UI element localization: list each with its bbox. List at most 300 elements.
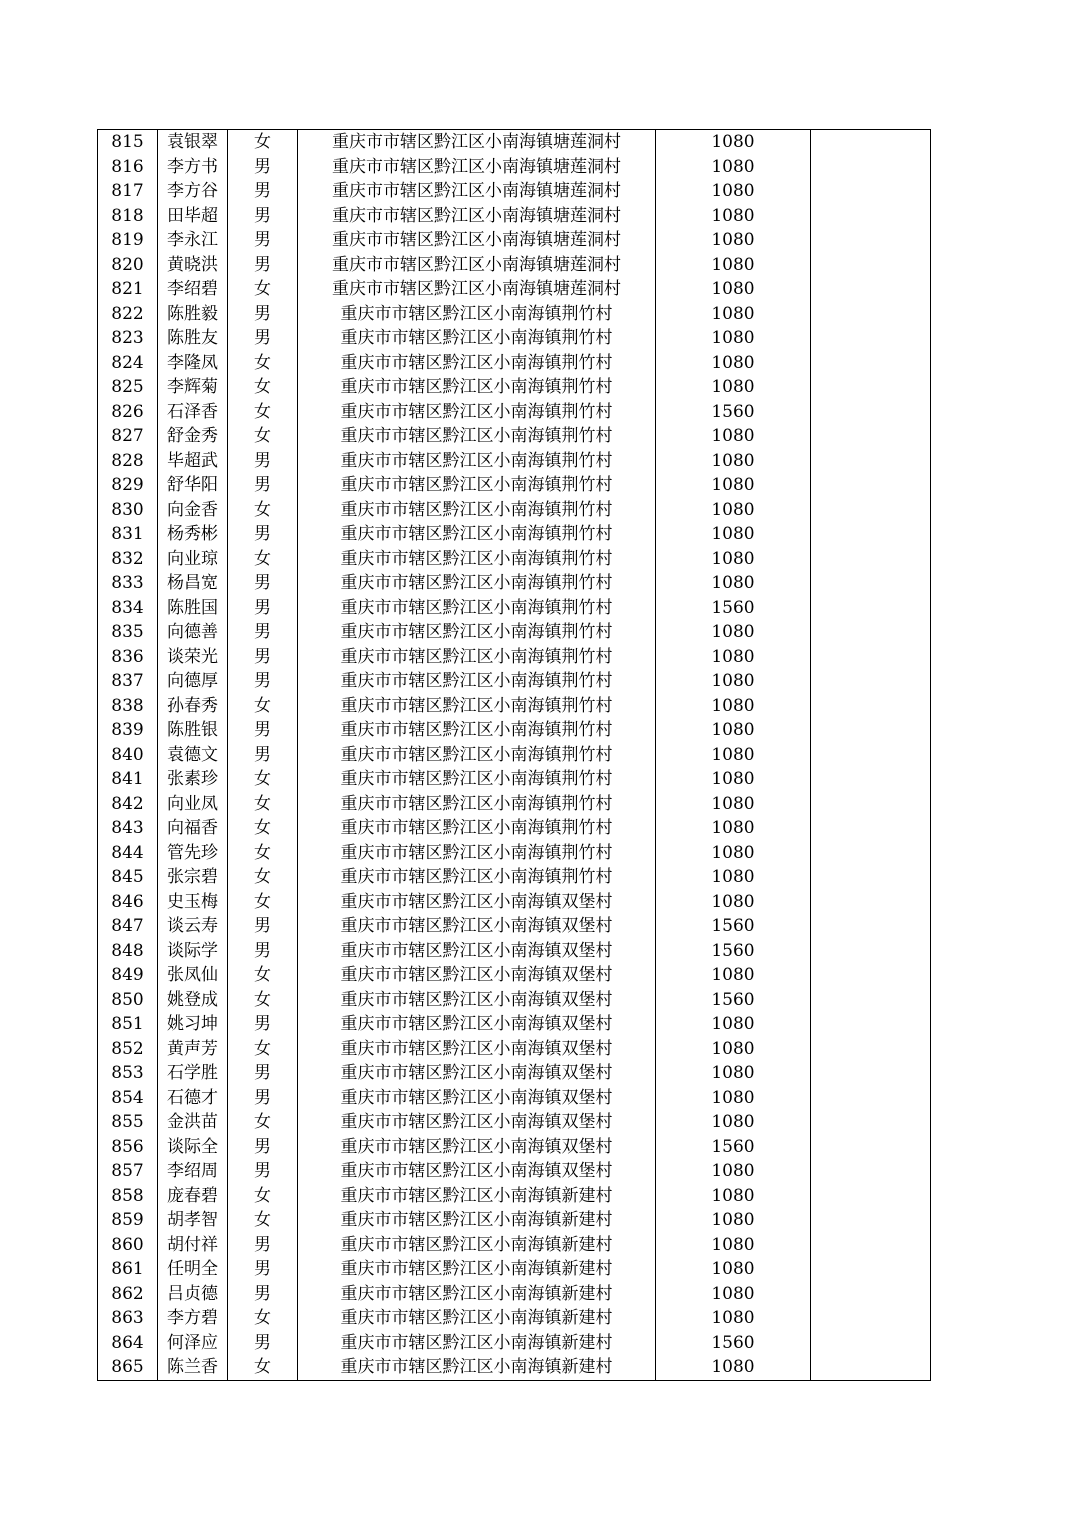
cell-gender: 男 [228, 1159, 298, 1184]
cell-amount: 1080 [656, 522, 811, 547]
cell-number: 851 [98, 1012, 158, 1037]
cell-amount: 1080 [656, 302, 811, 327]
cell-number: 858 [98, 1184, 158, 1209]
cell-address: 重庆市市辖区黔江区小南海镇塘莲洞村 [298, 253, 656, 278]
cell-amount: 1080 [656, 375, 811, 400]
table-row [98, 326, 931, 351]
cell-address: 重庆市市辖区黔江区小南海镇双堡村 [298, 1110, 656, 1135]
cell-note [811, 669, 931, 694]
cell-number: 835 [98, 620, 158, 645]
cell-note [811, 1208, 931, 1233]
cell-note [811, 1159, 931, 1184]
table-row [98, 620, 931, 645]
cell-number: 865 [98, 1355, 158, 1380]
cell-address: 重庆市市辖区黔江区小南海镇新建村 [298, 1184, 656, 1209]
cell-amount: 1080 [656, 1257, 811, 1282]
cell-note [811, 351, 931, 376]
cell-amount: 1080 [656, 277, 811, 302]
cell-note [811, 522, 931, 547]
cell-number: 821 [98, 277, 158, 302]
cell-note [811, 596, 931, 621]
cell-amount: 1080 [656, 204, 811, 229]
cell-name: 李方碧 [158, 1306, 228, 1331]
table-row [98, 841, 931, 866]
cell-note [811, 571, 931, 596]
table-row [98, 253, 931, 278]
cell-address: 重庆市市辖区黔江区小南海镇荆竹村 [298, 792, 656, 817]
cell-name: 胡孝智 [158, 1208, 228, 1233]
cell-number: 862 [98, 1282, 158, 1307]
cell-note [811, 228, 931, 253]
cell-number: 852 [98, 1037, 158, 1062]
cell-address: 重庆市市辖区黔江区小南海镇新建村 [298, 1257, 656, 1282]
cell-amount: 1560 [656, 988, 811, 1013]
table-row [98, 1355, 931, 1380]
cell-name: 石学胜 [158, 1061, 228, 1086]
cell-number: 843 [98, 816, 158, 841]
table-row [98, 669, 931, 694]
cell-note [811, 1282, 931, 1307]
cell-address: 重庆市市辖区黔江区小南海镇荆竹村 [298, 302, 656, 327]
cell-gender: 男 [228, 1233, 298, 1258]
cell-number: 861 [98, 1257, 158, 1282]
cell-note [811, 841, 931, 866]
cell-address: 重庆市市辖区黔江区小南海镇新建村 [298, 1282, 656, 1307]
cell-note [811, 939, 931, 964]
cell-name: 李辉菊 [158, 375, 228, 400]
cell-amount: 1080 [656, 718, 811, 743]
cell-note [811, 326, 931, 351]
cell-amount: 1080 [656, 694, 811, 719]
cell-gender: 男 [228, 1061, 298, 1086]
cell-note [811, 645, 931, 670]
cell-note [811, 204, 931, 229]
table-row [98, 375, 931, 400]
cell-gender: 男 [228, 302, 298, 327]
cell-gender: 女 [228, 890, 298, 915]
cell-gender: 男 [228, 1282, 298, 1307]
cell-number: 826 [98, 400, 158, 425]
cell-name: 舒金秀 [158, 424, 228, 449]
cell-number: 841 [98, 767, 158, 792]
cell-name: 姚登成 [158, 988, 228, 1013]
cell-amount: 1080 [656, 645, 811, 670]
cell-gender: 男 [228, 1135, 298, 1160]
cell-name: 李绍碧 [158, 277, 228, 302]
cell-address: 重庆市市辖区黔江区小南海镇荆竹村 [298, 620, 656, 645]
cell-gender: 女 [228, 865, 298, 890]
table-row [98, 179, 931, 204]
cell-address: 重庆市市辖区黔江区小南海镇荆竹村 [298, 865, 656, 890]
cell-amount: 1560 [656, 596, 811, 621]
cell-number: 837 [98, 669, 158, 694]
table-row [98, 1282, 931, 1307]
cell-address: 重庆市市辖区黔江区小南海镇荆竹村 [298, 816, 656, 841]
cell-name: 黄晓洪 [158, 253, 228, 278]
cell-number: 818 [98, 204, 158, 229]
cell-amount: 1080 [656, 326, 811, 351]
table-row [98, 718, 931, 743]
cell-address: 重庆市市辖区黔江区小南海镇荆竹村 [298, 351, 656, 376]
cell-address: 重庆市市辖区黔江区小南海镇双堡村 [298, 1061, 656, 1086]
cell-amount: 1080 [656, 498, 811, 523]
cell-amount: 1080 [656, 1233, 811, 1258]
cell-name: 姚习坤 [158, 1012, 228, 1037]
cell-name: 谈荣光 [158, 645, 228, 670]
cell-address: 重庆市市辖区黔江区小南海镇塘莲洞村 [298, 277, 656, 302]
cell-note [811, 1355, 931, 1380]
table-row [98, 792, 931, 817]
cell-number: 820 [98, 253, 158, 278]
cell-name: 袁银翠 [158, 130, 228, 155]
cell-gender: 女 [228, 277, 298, 302]
table-row [98, 1233, 931, 1258]
cell-number: 836 [98, 645, 158, 670]
table-row [98, 400, 931, 425]
cell-note [811, 1061, 931, 1086]
cell-gender: 男 [228, 1331, 298, 1356]
cell-gender: 男 [228, 253, 298, 278]
cell-number: 846 [98, 890, 158, 915]
cell-name: 石德才 [158, 1086, 228, 1111]
cell-amount: 1080 [656, 1110, 811, 1135]
cell-amount: 1080 [656, 1037, 811, 1062]
cell-gender: 男 [228, 204, 298, 229]
cell-number: 817 [98, 179, 158, 204]
cell-amount: 1080 [656, 1159, 811, 1184]
cell-name: 杨秀彬 [158, 522, 228, 547]
cell-address: 重庆市市辖区黔江区小南海镇双堡村 [298, 939, 656, 964]
cell-address: 重庆市市辖区黔江区小南海镇新建村 [298, 1306, 656, 1331]
cell-name: 毕超武 [158, 449, 228, 474]
cell-gender: 女 [228, 767, 298, 792]
cell-address: 重庆市市辖区黔江区小南海镇荆竹村 [298, 424, 656, 449]
cell-name: 胡付祥 [158, 1233, 228, 1258]
cell-name: 李方谷 [158, 179, 228, 204]
cell-address: 重庆市市辖区黔江区小南海镇荆竹村 [298, 645, 656, 670]
cell-gender: 男 [228, 522, 298, 547]
cell-address: 重庆市市辖区黔江区小南海镇新建村 [298, 1355, 656, 1380]
cell-gender: 女 [228, 375, 298, 400]
cell-amount: 1560 [656, 400, 811, 425]
cell-note [811, 473, 931, 498]
cell-amount: 1080 [656, 620, 811, 645]
cell-name: 庞春碧 [158, 1184, 228, 1209]
cell-number: 825 [98, 375, 158, 400]
cell-note [811, 1110, 931, 1135]
table-row [98, 1257, 931, 1282]
table-row [98, 914, 931, 939]
cell-address: 重庆市市辖区黔江区小南海镇荆竹村 [298, 522, 656, 547]
cell-note [811, 302, 931, 327]
cell-note [811, 743, 931, 768]
cell-amount: 1080 [656, 743, 811, 768]
cell-address: 重庆市市辖区黔江区小南海镇塘莲洞村 [298, 155, 656, 180]
cell-amount: 1080 [656, 890, 811, 915]
cell-address: 重庆市市辖区黔江区小南海镇荆竹村 [298, 375, 656, 400]
cell-address: 重庆市市辖区黔江区小南海镇双堡村 [298, 1012, 656, 1037]
cell-name: 孙春秀 [158, 694, 228, 719]
cell-amount: 1080 [656, 1012, 811, 1037]
cell-number: 824 [98, 351, 158, 376]
cell-number: 864 [98, 1331, 158, 1356]
cell-note [811, 1184, 931, 1209]
cell-address: 重庆市市辖区黔江区小南海镇双堡村 [298, 988, 656, 1013]
cell-amount: 1080 [656, 547, 811, 572]
cell-note [811, 277, 931, 302]
cell-address: 重庆市市辖区黔江区小南海镇荆竹村 [298, 669, 656, 694]
cell-number: 854 [98, 1086, 158, 1111]
table-row [98, 1135, 931, 1160]
cell-address: 重庆市市辖区黔江区小南海镇荆竹村 [298, 473, 656, 498]
cell-note [811, 1012, 931, 1037]
cell-amount: 1080 [656, 1282, 811, 1307]
cell-number: 839 [98, 718, 158, 743]
table-row [98, 1306, 931, 1331]
cell-name: 石泽香 [158, 400, 228, 425]
cell-gender: 女 [228, 816, 298, 841]
cell-number: 850 [98, 988, 158, 1013]
cell-name: 向业凤 [158, 792, 228, 817]
cell-number: 827 [98, 424, 158, 449]
cell-amount: 1080 [656, 963, 811, 988]
cell-gender: 男 [228, 473, 298, 498]
cell-amount: 1080 [656, 1355, 811, 1380]
table-row [98, 1037, 931, 1062]
cell-address: 重庆市市辖区黔江区小南海镇荆竹村 [298, 767, 656, 792]
cell-name: 金洪苗 [158, 1110, 228, 1135]
cell-name: 李永江 [158, 228, 228, 253]
cell-note [811, 988, 931, 1013]
cell-gender: 女 [228, 547, 298, 572]
cell-amount: 1080 [656, 865, 811, 890]
table-row [98, 1208, 931, 1233]
cell-amount: 1080 [656, 1306, 811, 1331]
cell-address: 重庆市市辖区黔江区小南海镇荆竹村 [298, 571, 656, 596]
cell-number: 838 [98, 694, 158, 719]
cell-note [811, 718, 931, 743]
cell-amount: 1080 [656, 1086, 811, 1111]
cell-number: 829 [98, 473, 158, 498]
table-row [98, 155, 931, 180]
cell-name: 李隆凤 [158, 351, 228, 376]
table-row [98, 865, 931, 890]
cell-number: 847 [98, 914, 158, 939]
cell-name: 史玉梅 [158, 890, 228, 915]
cell-amount: 1080 [656, 424, 811, 449]
cell-address: 重庆市市辖区黔江区小南海镇荆竹村 [298, 449, 656, 474]
table-row [98, 547, 931, 572]
cell-number: 832 [98, 547, 158, 572]
table-row [98, 449, 931, 474]
cell-gender: 男 [228, 449, 298, 474]
cell-note [811, 914, 931, 939]
cell-address: 重庆市市辖区黔江区小南海镇双堡村 [298, 914, 656, 939]
table-row [98, 351, 931, 376]
table-row [98, 1012, 931, 1037]
cell-note [811, 767, 931, 792]
cell-gender: 女 [228, 1208, 298, 1233]
cell-number: 863 [98, 1306, 158, 1331]
cell-amount: 1080 [656, 130, 811, 155]
table-row [98, 645, 931, 670]
cell-number: 822 [98, 302, 158, 327]
cell-note [811, 1306, 931, 1331]
cell-note [811, 792, 931, 817]
cell-address: 重庆市市辖区黔江区小南海镇塘莲洞村 [298, 130, 656, 155]
cell-note [811, 890, 931, 915]
cell-name: 田毕超 [158, 204, 228, 229]
cell-number: 856 [98, 1135, 158, 1160]
table-row [98, 1184, 931, 1209]
cell-address: 重庆市市辖区黔江区小南海镇荆竹村 [298, 547, 656, 572]
cell-name: 李方书 [158, 155, 228, 180]
cell-gender: 男 [228, 669, 298, 694]
cell-amount: 1080 [656, 841, 811, 866]
cell-address: 重庆市市辖区黔江区小南海镇新建村 [298, 1233, 656, 1258]
cell-number: 816 [98, 155, 158, 180]
cell-note [811, 179, 931, 204]
cell-address: 重庆市市辖区黔江区小南海镇双堡村 [298, 890, 656, 915]
table-row [98, 204, 931, 229]
cell-number: 831 [98, 522, 158, 547]
cell-amount: 1080 [656, 351, 811, 376]
cell-note [811, 620, 931, 645]
cell-number: 859 [98, 1208, 158, 1233]
cell-address: 重庆市市辖区黔江区小南海镇荆竹村 [298, 498, 656, 523]
cell-note [811, 424, 931, 449]
cell-name: 杨昌宽 [158, 571, 228, 596]
cell-name: 李绍周 [158, 1159, 228, 1184]
cell-gender: 女 [228, 400, 298, 425]
cell-gender: 男 [228, 939, 298, 964]
cell-gender: 女 [228, 351, 298, 376]
cell-gender: 男 [228, 1012, 298, 1037]
cell-address: 重庆市市辖区黔江区小南海镇双堡村 [298, 1135, 656, 1160]
cell-amount: 1560 [656, 939, 811, 964]
cell-number: 857 [98, 1159, 158, 1184]
cell-address: 重庆市市辖区黔江区小南海镇荆竹村 [298, 743, 656, 768]
table-row [98, 571, 931, 596]
cell-note [811, 547, 931, 572]
cell-number: 849 [98, 963, 158, 988]
table-row [98, 743, 931, 768]
cell-name: 管先珍 [158, 841, 228, 866]
cell-number: 848 [98, 939, 158, 964]
table-row [98, 1086, 931, 1111]
cell-address: 重庆市市辖区黔江区小南海镇荆竹村 [298, 400, 656, 425]
cell-gender: 男 [228, 1257, 298, 1282]
table-body [98, 130, 931, 1381]
cell-note [811, 400, 931, 425]
cell-gender: 男 [228, 718, 298, 743]
cell-name: 谈云寿 [158, 914, 228, 939]
cell-name: 陈胜银 [158, 718, 228, 743]
cell-name: 吕贞德 [158, 1282, 228, 1307]
cell-note [811, 1257, 931, 1282]
cell-amount: 1080 [656, 1061, 811, 1086]
cell-address: 重庆市市辖区黔江区小南海镇双堡村 [298, 963, 656, 988]
table-row [98, 963, 931, 988]
cell-number: 819 [98, 228, 158, 253]
cell-amount: 1080 [656, 571, 811, 596]
cell-note [811, 1233, 931, 1258]
cell-number: 830 [98, 498, 158, 523]
cell-name: 向业琼 [158, 547, 228, 572]
table-row [98, 1331, 931, 1356]
cell-amount: 1080 [656, 1184, 811, 1209]
cell-address: 重庆市市辖区黔江区小南海镇荆竹村 [298, 694, 656, 719]
cell-gender: 男 [228, 571, 298, 596]
cell-number: 860 [98, 1233, 158, 1258]
cell-amount: 1080 [656, 449, 811, 474]
cell-name: 向德善 [158, 620, 228, 645]
table-row [98, 522, 931, 547]
cell-gender: 女 [228, 130, 298, 155]
cell-gender: 女 [228, 1037, 298, 1062]
cell-address: 重庆市市辖区黔江区小南海镇塘莲洞村 [298, 228, 656, 253]
cell-amount: 1080 [656, 473, 811, 498]
cell-address: 重庆市市辖区黔江区小南海镇塘莲洞村 [298, 204, 656, 229]
cell-number: 823 [98, 326, 158, 351]
cell-address: 重庆市市辖区黔江区小南海镇新建村 [298, 1331, 656, 1356]
table-row [98, 473, 931, 498]
cell-name: 陈胜友 [158, 326, 228, 351]
cell-note [811, 694, 931, 719]
cell-name: 张凤仙 [158, 963, 228, 988]
table-row [98, 596, 931, 621]
cell-name: 向金香 [158, 498, 228, 523]
cell-name: 陈胜毅 [158, 302, 228, 327]
cell-gender: 女 [228, 963, 298, 988]
cell-note [811, 130, 931, 155]
table-row [98, 498, 931, 523]
table-row [98, 816, 931, 841]
cell-gender: 男 [228, 326, 298, 351]
cell-gender: 女 [228, 1184, 298, 1209]
cell-note [811, 963, 931, 988]
cell-address: 重庆市市辖区黔江区小南海镇塘莲洞村 [298, 179, 656, 204]
cell-gender: 男 [228, 596, 298, 621]
subsidy-table [97, 129, 931, 1381]
cell-name: 何泽应 [158, 1331, 228, 1356]
cell-note [811, 498, 931, 523]
table-row [98, 1159, 931, 1184]
cell-number: 828 [98, 449, 158, 474]
cell-amount: 1080 [656, 155, 811, 180]
cell-note [811, 865, 931, 890]
cell-amount: 1080 [656, 179, 811, 204]
cell-amount: 1080 [656, 816, 811, 841]
cell-gender: 女 [228, 498, 298, 523]
table-row [98, 302, 931, 327]
cell-number: 834 [98, 596, 158, 621]
table-row [98, 988, 931, 1013]
cell-gender: 女 [228, 792, 298, 817]
cell-note [811, 816, 931, 841]
cell-gender: 女 [228, 988, 298, 1013]
cell-address: 重庆市市辖区黔江区小南海镇荆竹村 [298, 326, 656, 351]
cell-amount: 1080 [656, 792, 811, 817]
cell-number: 853 [98, 1061, 158, 1086]
cell-name: 黄声芳 [158, 1037, 228, 1062]
cell-name: 袁德文 [158, 743, 228, 768]
cell-amount: 1080 [656, 1208, 811, 1233]
table-row [98, 1110, 931, 1135]
cell-note [811, 1037, 931, 1062]
cell-note [811, 1135, 931, 1160]
cell-address: 重庆市市辖区黔江区小南海镇荆竹村 [298, 718, 656, 743]
